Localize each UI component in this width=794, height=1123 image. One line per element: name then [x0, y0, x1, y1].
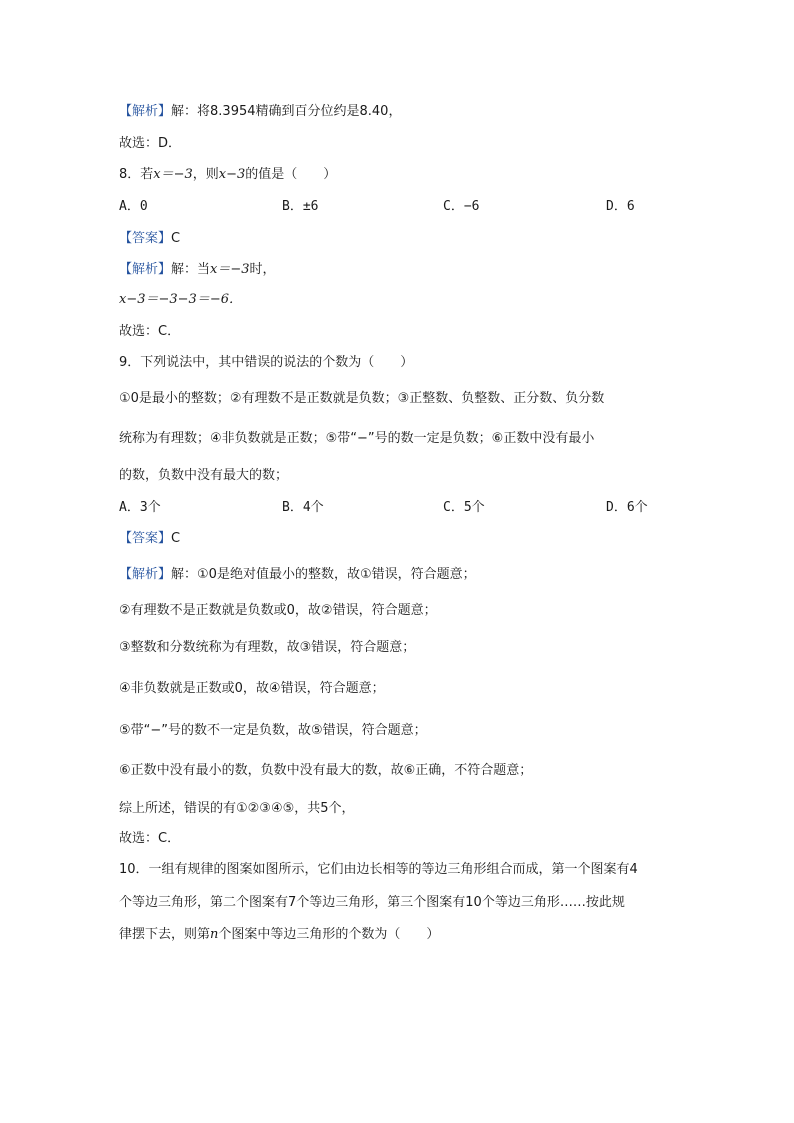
q10-stem-math: n [210, 927, 219, 942]
analysis-tag: 【解析】 [119, 567, 172, 582]
q8-calculation: x−3＝−3−3＝−6． [119, 292, 242, 307]
q8-stem [119, 166, 336, 184]
q9-option-c: C．5个 [443, 500, 485, 515]
q9-statement-line-2: 统称为有理数；④非负数就是正数；⑤带“−”号的数一定是负数；⑥正数中没有最小 [119, 431, 595, 446]
q10-stem-line-1: 10．一组有规律的图案如图所示，它们由边长相等的等边三角形组合而成，第一个图案有4 [119, 862, 638, 877]
q9-option-b: B．4个 [282, 500, 324, 515]
q8-analysis-prefix: 解：当 [171, 262, 211, 277]
q9-summary: 综上所述，错误的有①②③④⑤，共5个， [119, 801, 355, 816]
q9-option-d: D．6个 [606, 500, 648, 515]
q8-stem-math: x＝−3 [153, 167, 193, 182]
q9-analysis-text-1: 解：①0是绝对值最小的整数，故①错误，符合题意； [171, 567, 476, 582]
q7-conclusion: 故选：D． [119, 136, 182, 151]
q9-analysis-line-4: ④非负数就是正数或0，故④错误，符合题意； [119, 681, 385, 696]
q8-conclusion: 故选：C． [119, 324, 181, 339]
analysis-tag: 【解析】 [119, 262, 172, 277]
q8-stem-math2: x−3 [218, 167, 246, 182]
q9-option-a: A．3个 [119, 500, 161, 515]
q8-option-b: B．±6 [282, 199, 319, 214]
q9-stem: 9．下列说法中，其中错误的说法的个数为（ ） [119, 355, 414, 370]
q8-option-d: D．6 [606, 199, 635, 214]
answer-tag: 【答案】 [119, 531, 172, 546]
q10-stem-line-3 [119, 926, 439, 944]
q10-stem-prefix: 律摆下去，则第 [119, 927, 211, 942]
q9-analysis-line-1 [119, 566, 476, 584]
q9-analysis-line-3: ③整数和分数统称为有理数，故③错误，符合题意； [119, 640, 416, 655]
analysis-tag: 【解析】 [119, 104, 172, 119]
answer-value: C [171, 231, 181, 246]
q8-answer-line [119, 230, 180, 248]
q9-answer-line [119, 530, 180, 548]
q8-stem-suffix: 的值是（ ） [245, 167, 337, 182]
q8-option-c: C．−6 [443, 199, 480, 214]
answer-tag: 【答案】 [119, 231, 172, 246]
q10-stem-line-2: 个等边三角形，第二个图案有7个等边三角形，第三个图案有10个等边三角形……按此规 [119, 895, 625, 910]
q8-analysis-math: x＝−3 [210, 262, 250, 277]
q9-analysis-line-5: ⑤带“−”号的数不一定是负数，故⑤错误，符合题意； [119, 723, 427, 738]
q8-analysis-suffix: 时， [249, 262, 276, 277]
q9-statement-line-1: ①0是最小的整数；②有理数不是正数就是负数；③正整数、负整数、正分数、负分数 [119, 391, 605, 406]
answer-value: C [171, 531, 181, 546]
q8-analysis-line [119, 261, 276, 279]
q8-stem-mid: ，则 [192, 167, 219, 182]
q9-analysis-line-2: ②有理数不是正数就是负数或0，故②错误，符合题意； [119, 603, 437, 618]
q9-analysis-line-6: ⑥正数中没有最小的数，负数中没有最大的数，故⑥正确，不符合题意； [119, 763, 533, 778]
q10-stem-suffix: 个图案中等边三角形的个数为（ ） [218, 927, 440, 942]
analysis-text: 解：将8.3954精确到百分位约是8.40， [171, 104, 402, 119]
q8-stem-prefix: 8．若 [119, 167, 154, 182]
q9-statement-line-3: 的数，负数中没有最大的数； [119, 468, 289, 483]
q7-analysis-line [119, 103, 401, 121]
q8-option-a: A．0 [119, 199, 148, 214]
q9-conclusion: 故选：C． [119, 831, 181, 846]
